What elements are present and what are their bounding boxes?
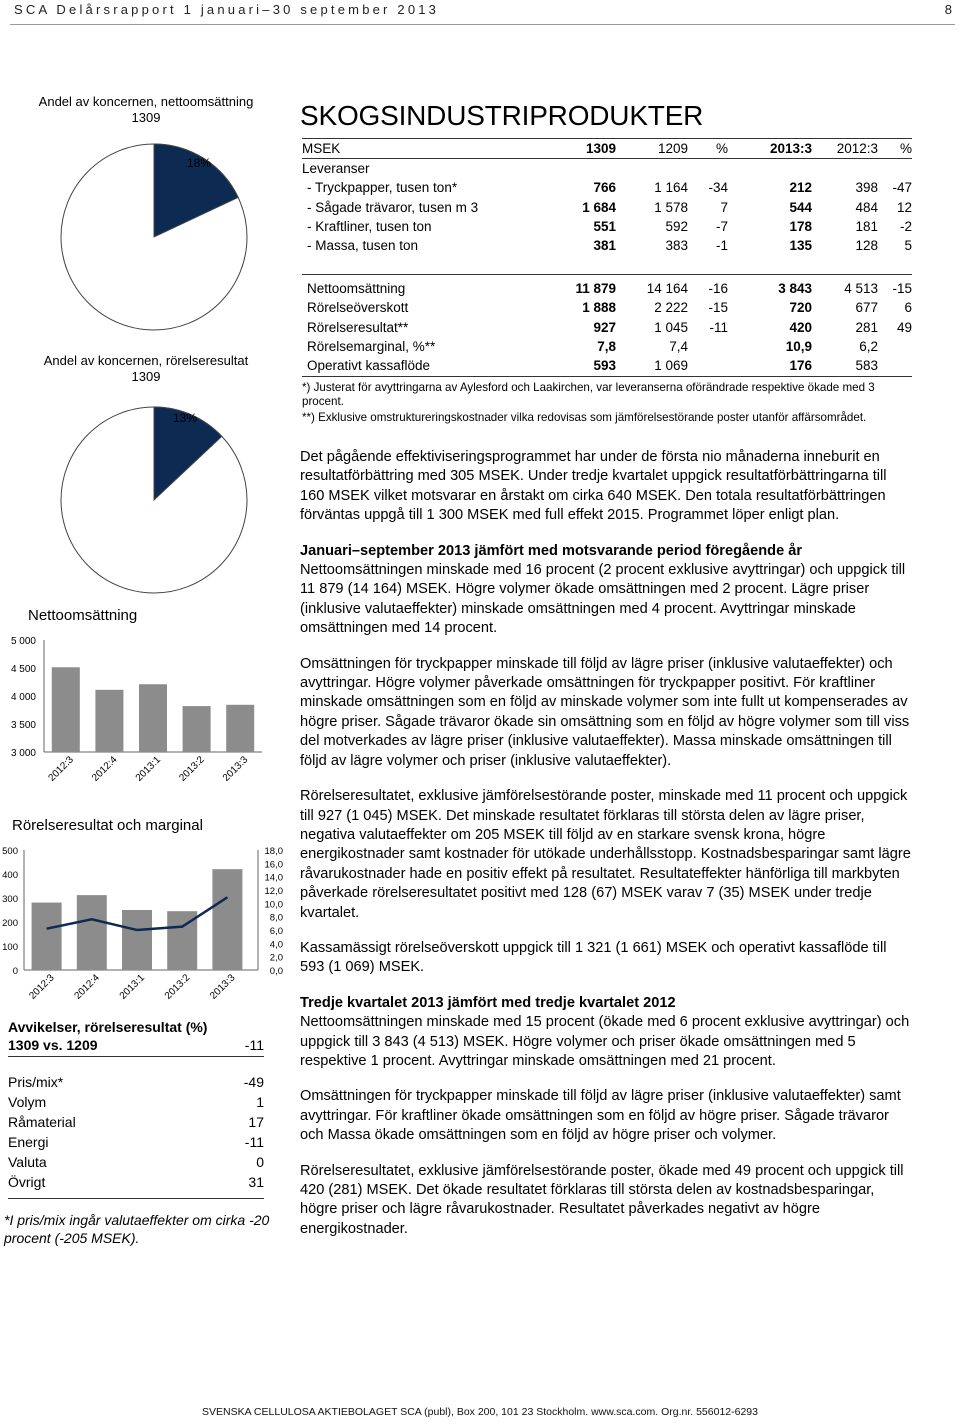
cell: -16 <box>708 281 728 297</box>
cell: 178 <box>789 218 812 234</box>
cell <box>878 356 912 375</box>
chart2-ytick-right: 4,0 <box>269 939 283 951</box>
pie1-chart <box>40 125 290 345</box>
deviation-row-value: -49 <box>243 1074 264 1090</box>
row-label: Nettoomsättning <box>307 281 406 297</box>
deviation-row <box>8 1092 264 1112</box>
paragraph-8: Rörelseresultatet, exklusive jämförelsestörande poster, ökade med 49 procent och uppgick till 420 (281) MSEK. Det ökade resultatet förklaras till största delen av kostnadsbesparingar, högre priser och lägre råvarukostnader. Resultatet påverkades negativt av högre energikostnader. <box>300 1162 904 1237</box>
cell: 212 <box>789 180 812 196</box>
col-header-1209: 1209 <box>657 141 688 157</box>
cell: 12 <box>896 199 912 215</box>
col-header-2013-3: 2013:3 <box>769 141 812 157</box>
deliveries-group-title: Leveranser <box>302 161 370 177</box>
paragraph-2: Nettoomsättningen minskade med 16 procent (2 procent exklusive avyttringar) och uppgick till 11 879 (14 164) MSEK. Högre volymer ökade omsättningen med 2 procent. Lägre priser (inklusive valutaeffekter) minskade omsättningen med 4 procent. Avyttringar minskade omsättningen med 14 procent. <box>300 562 906 637</box>
chart1-xtick-label: 2013:1 <box>133 754 164 784</box>
paragraph-3: Omsättningen för tryckpapper minskade till följd av lägre priser (inklusive valutaeffekter) och avyttringar. Högre volymer påverkade omsättningen för tryckpapper positivt. För kraftliner minskade omsättningen som en följd av minskade volymer som inte fullt ut kompenserades av högre priser. Sågade trävaror ökade sin omsättning som en följd av högre volymer som till viss del motverkades av lägre priser (inklusive valutaeffekter). Massa minskade omsättningen till följd av lägre volymer och priser (inklusive valutaeffekter). <box>300 655 910 769</box>
deviation-row-label: Energi <box>8 1134 49 1150</box>
cell: -1 <box>715 238 728 254</box>
chart1-ytick-label: 4 000 <box>10 692 36 703</box>
col-header-msek: MSEK <box>302 141 341 157</box>
deviation-rows <box>8 1072 264 1192</box>
chart1-ytick-label: 4 500 <box>10 664 36 675</box>
table-note-1: *) Justerat för avyttringarna av Aylesford och Laakirchen, var leveranserna oförändrade respektive ökade med 3 procent. <box>302 381 875 408</box>
cell: -34 <box>708 180 728 196</box>
deviation-subtitle-value: -11 <box>244 1037 264 1053</box>
chart2-xtick-label: 2013:2 <box>162 972 193 1002</box>
cell: 593 <box>593 357 616 373</box>
deviation-row-value: 31 <box>248 1174 264 1190</box>
cell: 7,8 <box>597 338 616 354</box>
deviation-row <box>8 1152 264 1172</box>
cell: 181 <box>855 218 878 234</box>
paragraph-6-block <box>300 994 912 1072</box>
results-rows <box>302 279 912 375</box>
section-title: SKOGSINDUSTRIPRODUKTER <box>300 100 704 131</box>
row-label: Rörelseöverskott <box>307 300 409 316</box>
cell: 544 <box>789 199 812 215</box>
running-header: SCA Delårsrapport 1 januari–30 september 2013 <box>14 2 440 17</box>
deviation-footnote: *I pris/mix ingår valutaeffekter om cirka -20 procent (-205 MSEK). <box>4 1212 270 1246</box>
cell: 551 <box>593 218 616 234</box>
paragraph-1: Det pågående effektiviseringsprogrammet har under de första nio månaderna inneburit en resultatförbättring med 305 MSEK. Under tredje kvartalet uppgick resultatförbättringarna till 160 MSEK vilket motsvarar en årstakt om cirka 640 MSEK. Den totala resultatförbättringen förväntas uppgå till 1 300 MSEK med full effekt 2015. Programmet löper enligt plan. <box>300 449 887 524</box>
col-header-1309: 1309 <box>585 141 616 157</box>
cell: 927 <box>593 319 616 335</box>
chart2-title: Rörelseresultat och marginal <box>12 817 203 834</box>
cell: 381 <box>593 238 616 254</box>
paragraph-6: Nettoomsättningen minskade med 15 procent (ökade med 6 procent exklusive avyttringar) och uppgick till 3 843 (4 513) MSEK. Högre volymer och priser ökade omsättningen med 5 respektive 1 procent. Avyttringar minskade omsättningen med 21 procent. <box>300 1014 910 1069</box>
cell: 383 <box>665 238 688 254</box>
deliveries-rows <box>302 178 912 255</box>
paragraph-4: Rörelseresultatet, exklusive jämförelsestörande poster, minskade med 11 procent och uppgick till 927 (1 045) MSEK. Det minskade resultatet förklaras till största delen av lägre priser, negativa valutaeffekter om 205 MSEK till följd av en starkare svensk krona, högre energikostnader samt kostnader för utökade underhållsstopp. Kostnadsbesparingar samt lägre råvarukostnader hade en positiv effekt på resultatet. Resultateffekter hänförliga till markbyten påverkade rörelseresultatet positivt med 128 (67) MSEK varav 7 (35) MSEK under tredje kvartalet. <box>300 788 911 921</box>
chart2-ytick-right: 14,0 <box>264 872 283 884</box>
pie2-share-label: 13% <box>173 411 198 425</box>
pie1-caption-line1: Andel av koncernen, nettoomsättning <box>38 94 254 109</box>
cell: -15 <box>892 281 912 297</box>
cell: 766 <box>593 180 616 196</box>
chart2-ytick-right: 18,0 <box>264 846 283 857</box>
table-row <box>302 318 912 337</box>
chart1-ytick-label: 3 000 <box>10 748 36 759</box>
results-table <box>302 279 912 375</box>
cell: 720 <box>789 300 812 316</box>
table-note-2: **) Exklusive omstruktureringskostnader vilka redovisas som jämförelsestörande poster utanför affärsområdet. <box>302 411 867 425</box>
table-row <box>302 337 912 356</box>
paragraph-7: Omsättningen för tryckpapper minskade till följd av lägre priser (inklusive valutaeffekter) samt avyttringar. För kraftliner ökade omsättningen som en följd av högre priser. Sågade trävaror och Massa ökade omsättningen som en följd av högre priser och volymer. <box>300 1088 901 1144</box>
chart1-title: Nettoomsättning <box>28 607 138 624</box>
cell: 14 164 <box>646 281 688 297</box>
cell: 484 <box>855 199 878 215</box>
cell: 281 <box>855 319 878 335</box>
row-label: - Massa, tusen ton <box>307 238 419 254</box>
cell <box>688 337 728 356</box>
pie1-caption <box>8 94 284 126</box>
deviation-row-value: -11 <box>244 1134 264 1150</box>
chart1-ytick-label: 5 000 <box>10 636 36 647</box>
deliveries-group-row <box>302 159 912 178</box>
cell: 4 513 <box>844 281 878 297</box>
paragraph-2-block <box>300 542 912 639</box>
deviation-block <box>4 1018 270 1247</box>
paragraph-5: Kassamässigt rörelseöverskott uppgick till 1 321 (1 661) MSEK och operativt kassaflöde till 593 (1 069) MSEK. <box>300 939 887 976</box>
deviation-row <box>8 1132 264 1152</box>
chart2-xtick-label: 2013:1 <box>117 972 148 1002</box>
table-row <box>302 236 912 255</box>
cell: 10,9 <box>785 338 812 354</box>
chart2-ytick-left: 400 <box>2 870 18 881</box>
chart2-xtick-label: 2013:3 <box>208 972 238 1002</box>
col-header-pct2: % <box>899 141 912 157</box>
row-label: - Tryckpapper, tusen ton* <box>307 180 458 196</box>
chart1-xtick-label: 2013:3 <box>220 754 251 784</box>
col-header-2012-3: 2012:3 <box>836 141 878 157</box>
row-label: - Kraftliner, tusen ton <box>307 218 432 234</box>
chart2-ytick-left: 0 <box>12 966 18 977</box>
cell: 128 <box>855 238 878 254</box>
deviation-row-value: 17 <box>248 1114 264 1130</box>
cell <box>878 337 912 356</box>
cell: -15 <box>708 300 728 316</box>
chart2-ytick-left: 200 <box>2 918 18 929</box>
table-header <box>302 139 912 158</box>
deviation-row-label: Råmaterial <box>8 1114 76 1130</box>
chart2-xtick-label: 2012:3 <box>27 972 57 1002</box>
cell: 592 <box>665 218 688 234</box>
cell: 5 <box>904 238 912 254</box>
cell: 6 <box>904 300 912 316</box>
cell: 1 164 <box>654 180 688 196</box>
chart2-bar <box>32 903 62 970</box>
table-row <box>302 217 912 236</box>
deviation-row-label: Pris/mix* <box>8 1074 64 1090</box>
chart1-bar <box>183 706 211 752</box>
chart2-bar <box>212 869 242 970</box>
table-row <box>302 178 912 197</box>
cell: 176 <box>789 357 812 373</box>
cell: 49 <box>896 319 912 335</box>
pie2-caption-line2: 1309 <box>131 369 161 384</box>
pie2-chart <box>40 390 290 600</box>
deviation-row <box>8 1172 264 1192</box>
cell: 11 879 <box>575 281 616 297</box>
body-text <box>300 448 912 1239</box>
chart1-bar <box>226 705 254 752</box>
pie2-caption <box>8 353 284 385</box>
chart1-ytick-label: 3 500 <box>10 720 36 731</box>
chart1-bar <box>52 667 80 752</box>
chart2-ytick-right: 10,0 <box>264 899 283 911</box>
chart1-xtick-label: 2012:4 <box>90 754 120 784</box>
row-label: - Sågade trävaror, tusen m 3 <box>307 199 479 215</box>
cell: 2 222 <box>654 300 688 316</box>
table-row <box>302 198 912 217</box>
cell: -2 <box>899 218 912 234</box>
deviation-row-value: 0 <box>256 1154 264 1170</box>
chart2-ytick-left: 100 <box>2 942 18 953</box>
row-label: Operativt kassaflöde <box>307 357 431 373</box>
cell: 1 888 <box>582 300 616 316</box>
cell: 1 069 <box>654 357 688 373</box>
financial-table-wrapper <box>302 138 912 425</box>
cell: 398 <box>855 180 878 196</box>
net-sales-chart <box>0 630 275 790</box>
cell: -11 <box>709 319 728 335</box>
page-footer: SVENSKA CELLULOSA AKTIEBOLAGET SCA (publ), Box 200, 101 23 Stockholm. www.sca.com. Org.nr. 556012-6293 <box>201 1406 758 1418</box>
deviation-bottom-rule <box>8 1198 264 1199</box>
deviation-row-label: Övrigt <box>8 1174 46 1190</box>
cell: 3 843 <box>778 281 812 297</box>
pie1-caption-line2: 1309 <box>131 110 161 125</box>
chart1-bar <box>95 690 123 752</box>
deviation-subtitle: 1309 vs. 1209 <box>8 1037 98 1053</box>
table-row <box>302 279 912 298</box>
cell: 135 <box>789 238 812 254</box>
table-row <box>302 298 912 317</box>
heading-jan-sep: Januari–september 2013 jämfört med motsvarande period föregående år <box>300 542 803 559</box>
chart2-ytick-right: 16,0 <box>264 859 283 871</box>
chart1-xtick-label: 2013:2 <box>177 754 207 784</box>
cell: 1 578 <box>654 199 688 215</box>
chart2-ytick-left: 300 <box>2 894 18 905</box>
chart2-ytick-right: 6,0 <box>269 926 283 937</box>
table-header-row <box>302 139 912 158</box>
chart2-ytick-left: 500 <box>2 846 18 857</box>
cell: 1 045 <box>654 319 688 335</box>
table-header-band <box>302 138 912 159</box>
cell: 677 <box>855 300 878 316</box>
row-label: Rörelseresultat** <box>307 319 409 335</box>
cell <box>688 356 728 375</box>
cell: 583 <box>855 357 878 373</box>
chart2-ytick-right: 0,0 <box>269 966 283 977</box>
deviation-row-label: Volym <box>8 1094 47 1110</box>
chart2-ytick-right: 8,0 <box>269 912 283 924</box>
chart1-bar <box>139 684 167 752</box>
operating-profit-chart <box>0 838 295 1006</box>
chart1-xtick-label: 2012:3 <box>46 754 76 784</box>
pie2-caption-line1: Andel av koncernen, rörelseresultat <box>43 353 249 368</box>
cell: -47 <box>892 180 912 196</box>
table-spacer <box>302 255 912 275</box>
table-bottom-rule <box>302 376 912 377</box>
cell: 7 <box>720 199 728 215</box>
page-number: 8 <box>944 2 952 17</box>
chart2-ytick-right: 12,0 <box>264 886 283 897</box>
header-divider <box>10 24 955 25</box>
deliveries-table <box>302 159 912 255</box>
col-header-pct1: % <box>715 141 728 157</box>
deviation-row-label: Valuta <box>8 1154 47 1170</box>
chart2-bar <box>77 895 107 970</box>
cell: 7,4 <box>669 338 688 354</box>
chart2-ytick-right: 2,0 <box>269 952 283 964</box>
pie1-share-label: 18% <box>187 156 212 170</box>
deviation-row <box>8 1112 264 1132</box>
deviation-subtitle-row <box>8 1036 264 1057</box>
deviation-row-value: 1 <box>256 1094 264 1110</box>
chart2-bar <box>122 910 152 970</box>
deviation-title: Avvikelser, rörelseresultat (%) <box>8 1019 208 1035</box>
cell: -7 <box>715 218 728 234</box>
chart2-xtick-label: 2012:4 <box>72 972 102 1002</box>
deviation-row <box>8 1072 264 1092</box>
cell: 1 684 <box>582 199 616 215</box>
table-row <box>302 356 912 375</box>
cell: 420 <box>789 319 812 335</box>
cell: 6,2 <box>859 338 878 354</box>
row-label: Rörelsemarginal, %** <box>307 338 436 354</box>
heading-q3: Tredje kvartalet 2013 jämfört med tredje kvartalet 2012 <box>300 994 676 1011</box>
